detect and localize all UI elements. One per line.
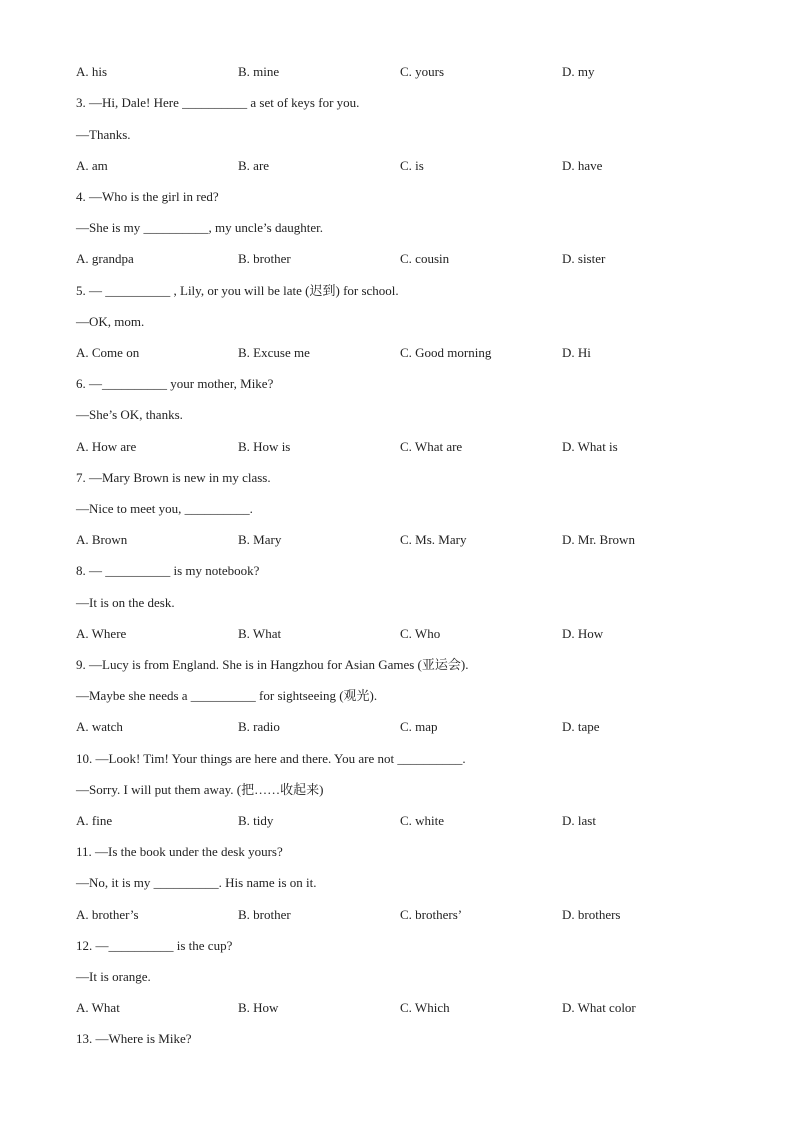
option-c: C. Which (400, 1000, 450, 1015)
question-stem: 13. —Where is Mike? (76, 1031, 192, 1046)
dialogue-line: —Thanks. (76, 127, 131, 142)
options-row (76, 907, 716, 923)
option-d: D. How (562, 626, 604, 641)
option-c: C. Good morning (400, 345, 492, 360)
option-b: B. radio (238, 719, 280, 734)
option-c: C. white (400, 813, 445, 828)
dialogue-line: —She’s OK, thanks. (76, 407, 183, 422)
options-row (76, 719, 716, 735)
option-c: C. Who (400, 626, 441, 641)
dialogue-line: —Nice to meet you, __________. (76, 501, 253, 516)
dialogue-line: —It is on the desk. (76, 595, 175, 610)
option-a: A. grandpa (76, 251, 134, 266)
dialogue-line: —Maybe she needs a __________ for sightseeing (观光). (76, 688, 378, 703)
question-stem: 6. —__________ your mother, Mike? (76, 376, 274, 391)
option-a: A. brother’s (76, 907, 139, 922)
question-stem: 5. — __________ , Lily, or you will be late (迟到) for school. (76, 283, 399, 298)
option-d: D. my (562, 64, 595, 79)
option-c: C. What are (400, 439, 463, 454)
option-d: D. brothers (562, 907, 621, 922)
question-stem: 4. —Who is the girl in red? (76, 189, 219, 204)
option-b: B. brother (238, 251, 291, 266)
dialogue-line: —She is my __________, my uncle’s daughter. (76, 220, 323, 235)
options-row (76, 64, 716, 80)
options-row (76, 439, 716, 455)
option-d: D. sister (562, 251, 606, 266)
option-a: A. Come on (76, 345, 140, 360)
option-b: B. mine (238, 64, 280, 79)
question-stem: 11. —Is the book under the desk yours? (76, 844, 283, 859)
option-a: A. fine (76, 813, 113, 828)
option-a: A. Brown (76, 532, 128, 547)
option-b: B. are (238, 158, 270, 173)
option-b: B. What (238, 626, 282, 641)
option-a: A. How are (76, 439, 137, 454)
option-d: D. last (562, 813, 596, 828)
option-b: B. Mary (238, 532, 282, 547)
dialogue-line: —Sorry. I will put them away. (把……收起来) (76, 782, 324, 797)
option-c: C. is (400, 158, 424, 173)
options-row (76, 1000, 716, 1016)
options-row (76, 345, 716, 361)
option-c: C. brothers’ (400, 907, 463, 922)
option-a: A. am (76, 158, 108, 173)
option-b: B. Excuse me (238, 345, 310, 360)
option-a: A. his (76, 64, 108, 79)
options-row (76, 813, 716, 829)
option-d: D. tape (562, 719, 600, 734)
option-d: D. have (562, 158, 603, 173)
dialogue-line: —OK, mom. (76, 314, 145, 329)
option-c: C. yours (400, 64, 445, 79)
options-row (76, 532, 716, 548)
question-stem: 10. —Look! Tim! Your things are here and there. You are not __________. (76, 751, 466, 766)
option-b: B. How is (238, 439, 291, 454)
question-stem: 3. —Hi, Dale! Here __________ a set of keys for you. (76, 95, 360, 110)
option-d: D. Hi (562, 345, 591, 360)
dialogue-line: —It is orange. (76, 969, 151, 984)
option-d: D. What color (562, 1000, 636, 1015)
option-d: D. What is (562, 439, 618, 454)
option-d: D. Mr. Brown (562, 532, 635, 547)
question-stem: 8. — __________ is my notebook? (76, 563, 260, 578)
option-c: C. cousin (400, 251, 450, 266)
option-a: A. What (76, 1000, 120, 1015)
question-stem: 12. —__________ is the cup? (76, 938, 233, 953)
option-a: A. watch (76, 719, 123, 734)
option-b: B. How (238, 1000, 279, 1015)
options-row (76, 626, 716, 642)
options-row (76, 158, 716, 174)
options-row (76, 251, 716, 267)
option-c: C. map (400, 719, 438, 734)
question-stem: 7. —Mary Brown is new in my class. (76, 470, 271, 485)
option-a: A. Where (76, 626, 127, 641)
question-stem: 9. —Lucy is from England. She is in Hangzhou for Asian Games (亚运会). (76, 657, 469, 672)
option-c: C. Ms. Mary (400, 532, 467, 547)
dialogue-line: —No, it is my __________. His name is on it. (76, 875, 317, 890)
option-b: B. brother (238, 907, 291, 922)
option-b: B. tidy (238, 813, 274, 828)
